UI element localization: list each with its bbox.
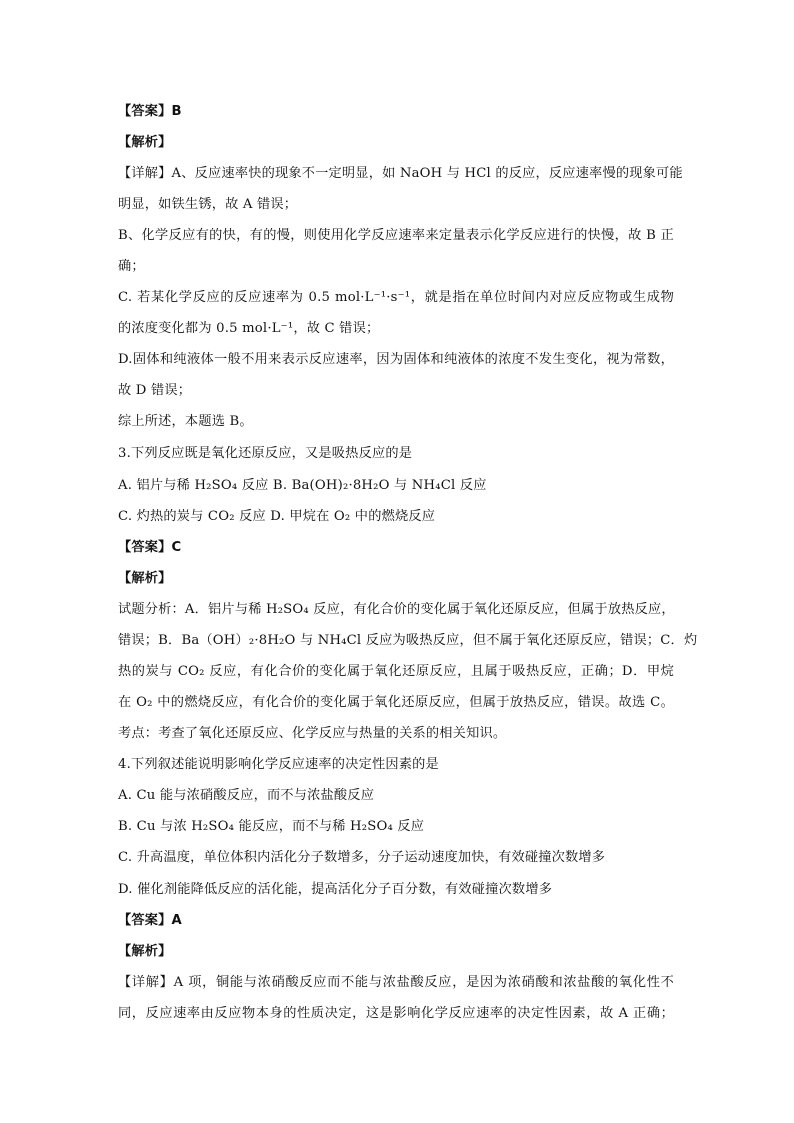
text-line: D.固体和纯液体一般不用来表示反应速率，因为固体和纯液体的浓度不发生变化，视为常数，: [118, 352, 674, 367]
question-4-option-b: B. Cu 与浓 H₂SO₄ 能反应，而不与稀 H₂SO₄ 反应: [118, 819, 425, 834]
text-line: 试题分析：A．铝片与稀 H₂SO₄ 反应，有化合价的变化属于氧化还原反应，但属于放热反应，: [118, 602, 675, 617]
text-line: B、化学反应有的快，有的慢，则使用化学反应速率来定量表示化学反应进行的快慢，故 B 正: [118, 228, 674, 243]
question-3-stem: 3.下列反应既是氧化还原反应，又是吸热反应的是: [118, 446, 413, 461]
question-4-option-a: A. Cu 能与浓硝酸反应，而不与浓盐酸反应: [118, 788, 375, 803]
question-4-stem: 4.下列叙述能说明影响化学反应速率的决定性因素的是: [118, 757, 439, 772]
analysis-label: 【解析】: [118, 571, 172, 586]
text-line: 故 D 错误；: [118, 383, 192, 398]
text-line: 同，反应速率由反应物本身的性质决定，这是影响化学反应速率的决定性因素，故 A 正确；: [118, 1006, 674, 1021]
text-line: 明显，如铁生锈，故 A 错误；: [118, 197, 298, 212]
answer-label: 【答案】A: [118, 913, 182, 928]
text-line: 热的炭与 CO₂ 反应，有化合价的变化属于氧化还原反应，且属于吸热反应，正确；D．甲烷: [118, 664, 674, 679]
analysis-label: 【解析】: [118, 944, 172, 959]
question-3-options-cd: C. 灼热的炭与 CO₂ 反应 D. 甲烷在 O₂ 中的燃烧反应: [118, 509, 436, 524]
text-line: 【详解】A、反应速率快的现象不一定明显，如 NaOH 与 HCl 的反应，反应速率慢的现象可能: [118, 166, 683, 181]
question-4-option-c: C. 升高温度，单位体积内活化分子数增多，分子运动速度加快，有效碰撞次数增多: [118, 850, 606, 865]
text-line: C. 若某化学反应的反应速率为 0.5 mol·L⁻¹·s⁻¹，就是指在单位时间内对应反应物或生成物: [118, 290, 674, 305]
text-line: 考点：考查了氧化还原反应、化学反应与热量的关系的相关知识。: [118, 726, 507, 741]
text-line: 【详解】A 项，铜能与浓硝酸反应而不能与浓盐酸反应，是因为浓硝酸和浓盐酸的氧化性不: [118, 975, 674, 990]
text-line: 在 O₂ 中的燃烧反应，有化合价的变化属于氧化还原反应，但属于放热反应，错误。故选 C。: [118, 695, 674, 710]
text-line: 确；: [118, 259, 145, 274]
question-3-options-ab: A. 铝片与稀 H₂SO₄ 反应 B. Ba(OH)₂·8H₂O 与 NH₄Cl 反应: [118, 478, 487, 493]
answer-label: 【答案】C: [118, 540, 182, 555]
question-4-option-d: D. 催化剂能降低反应的活化能，提高活化分子百分数，有效碰撞次数增多: [118, 882, 553, 897]
text-line: 的浓度变化都为 0.5 mol·L⁻¹，故 C 错误；: [118, 321, 380, 336]
analysis-label: 【解析】: [118, 135, 172, 150]
text-line: 综上所述，本题选 B。: [118, 414, 253, 429]
text-line: 错误；B．Ba（OH）₂·8H₂O 与 NH₄Cl 反应为吸热反应，但不属于氧化还原反应，错误；C．灼: [118, 633, 698, 648]
answer-label: 【答案】B: [118, 104, 182, 119]
